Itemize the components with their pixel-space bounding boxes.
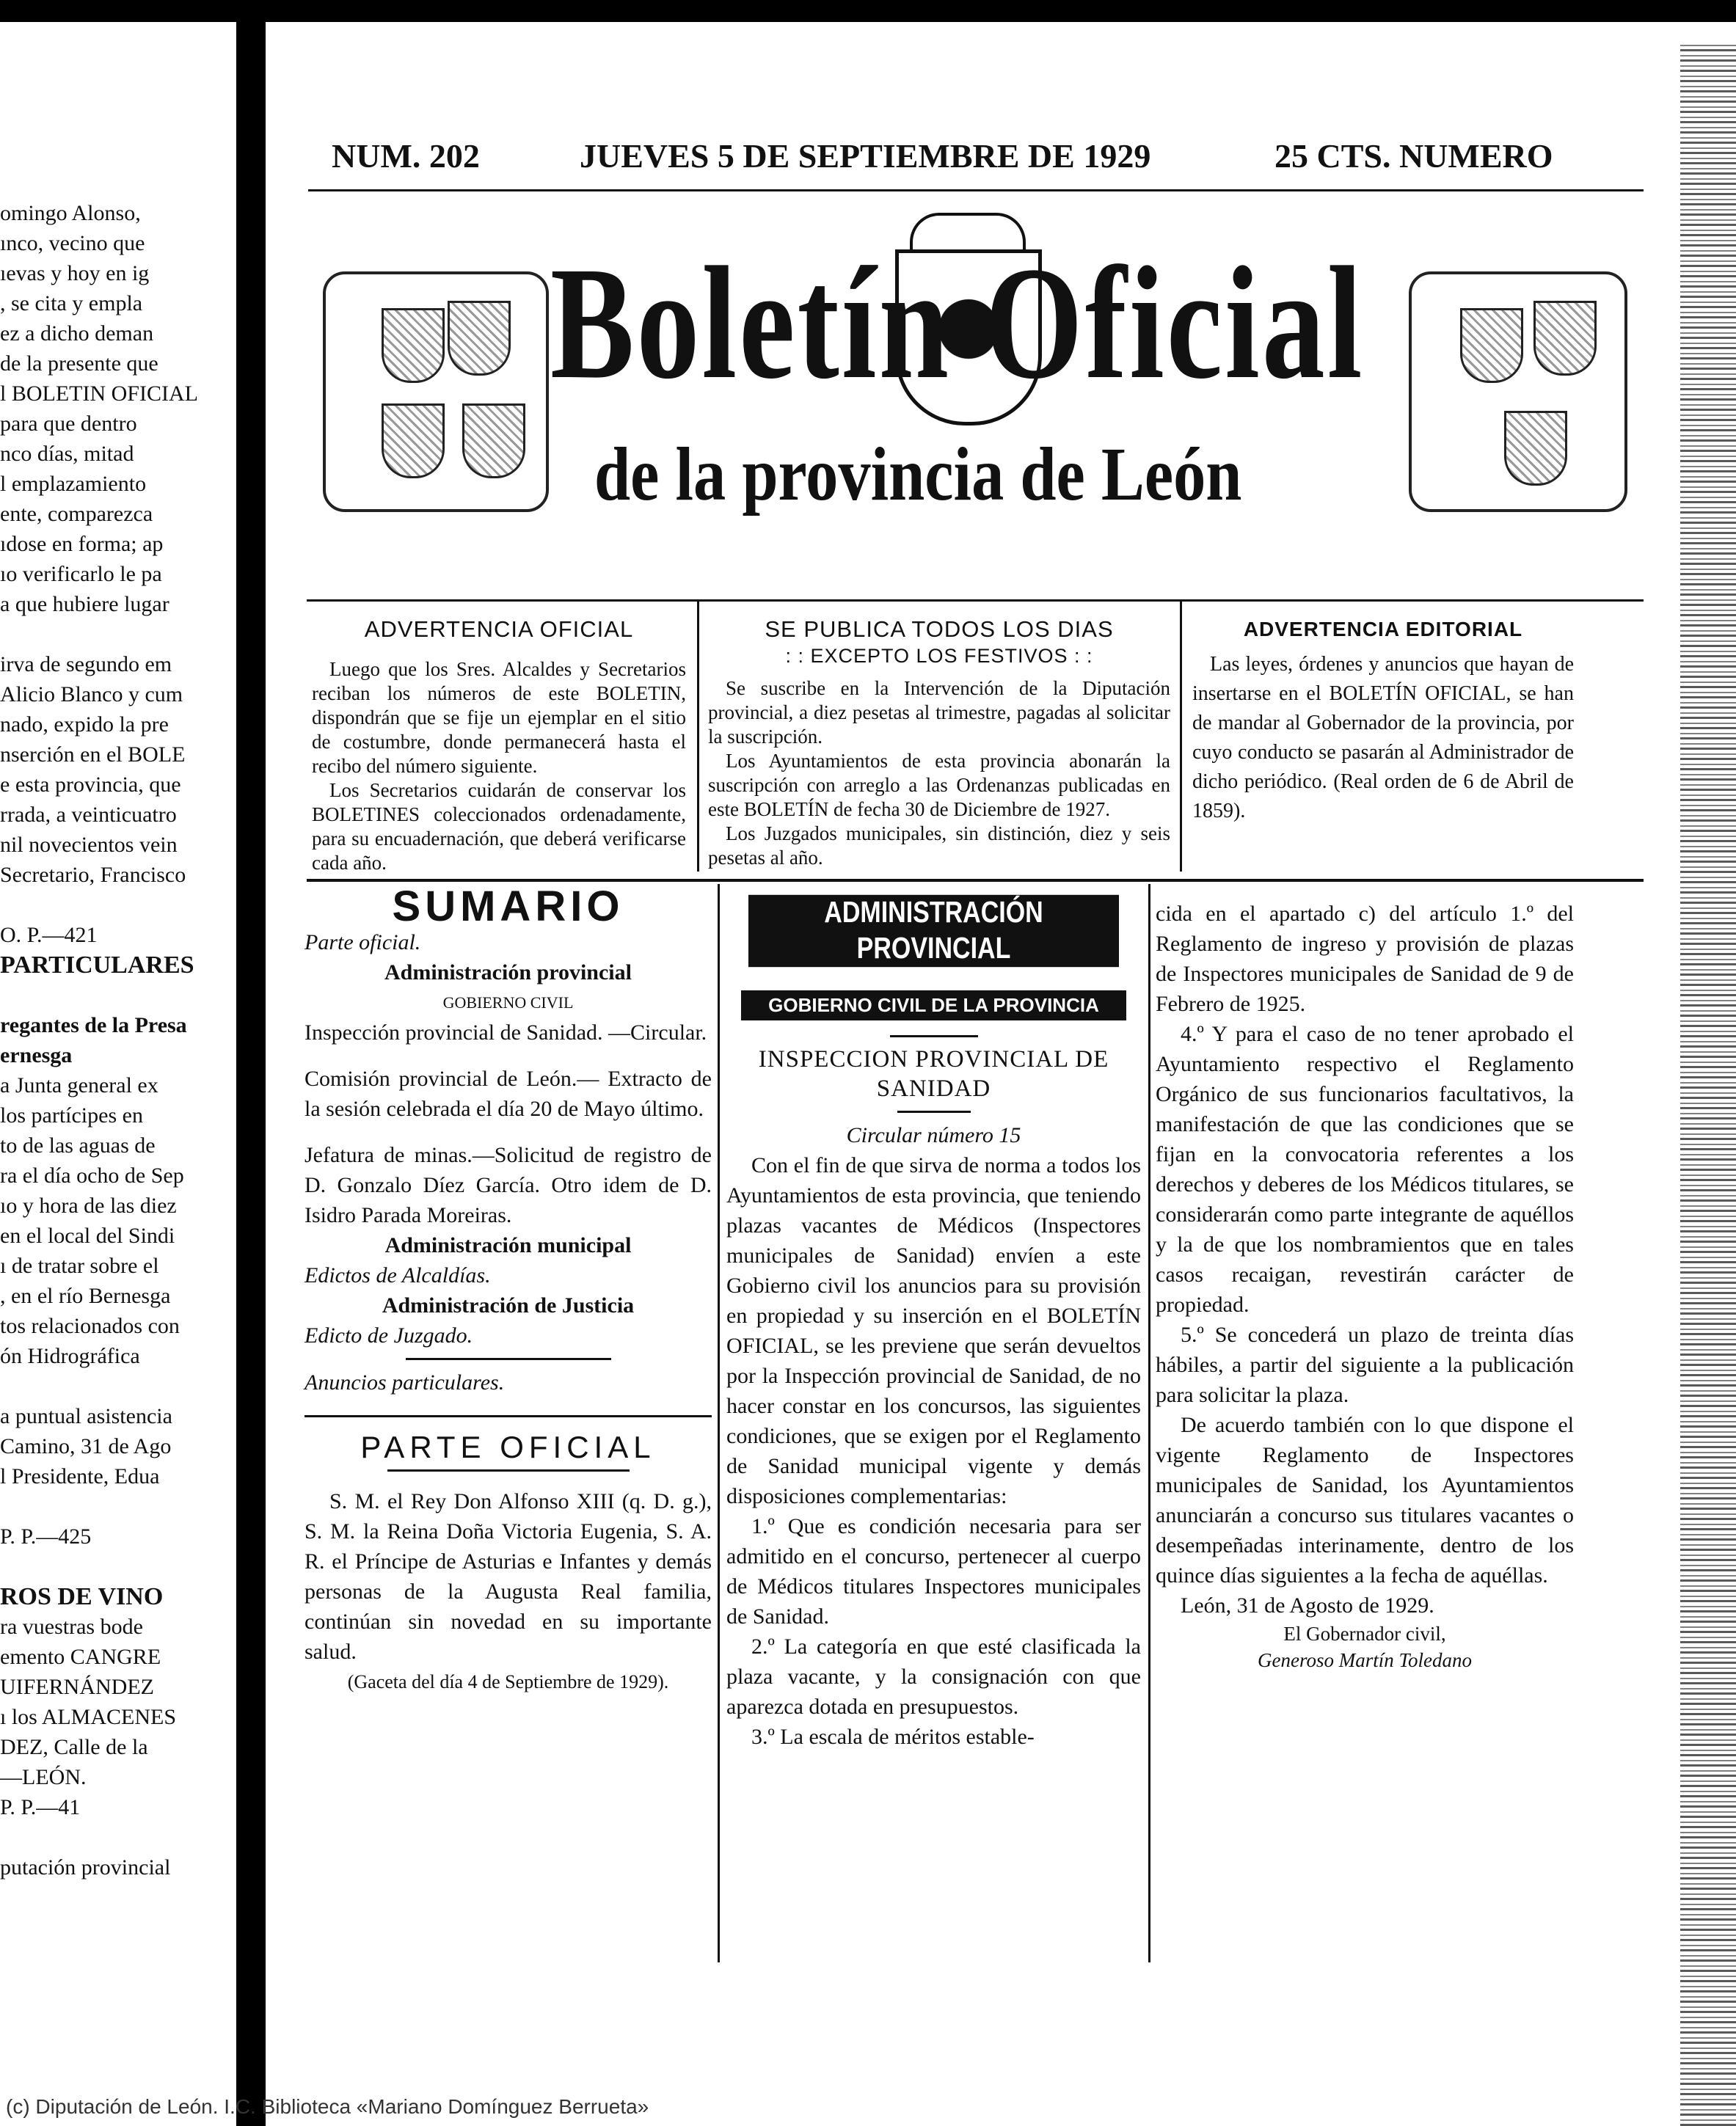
place-date: León, 31 de Agosto de 1929. [1181, 1593, 1434, 1618]
strip-line [0, 1491, 242, 1522]
strip-line: ente, comparezca [0, 502, 153, 526]
short-rule [406, 1358, 611, 1360]
advertencia-oficial-box [312, 616, 686, 875]
box-paragraph: Luego que los Sres. Alcaldes y Secretarios reciban los números de este BOLETIN, dispondrán que se fije un ejemplar en el sitio de costumbre, donde permanecerá hasta el recibo del número siguiente. [312, 658, 686, 777]
column-divider [1148, 884, 1150, 1962]
sumario-subheading: GOBIERNO CIVIL [442, 993, 574, 1012]
sumario-heading: Administración municipal [384, 1233, 632, 1257]
strip-line: los partícipes en [0, 1103, 143, 1128]
strip-line: e esta provincia, que [0, 772, 181, 797]
issue-date: JUEVES 5 DE SEPTIEMBRE DE 1929 [580, 137, 1151, 175]
strip-line: de la presente que [0, 351, 158, 376]
right-column [1156, 899, 1574, 1673]
short-rule [890, 1035, 978, 1037]
sumario-item: Edictos de Alcaldías. [304, 1263, 491, 1287]
strip-line: nado, expido la pre [0, 712, 169, 737]
strip-line [0, 890, 242, 920]
sumario-heading: Administración provincial [384, 960, 632, 985]
strip-line: regantes de la Presa [0, 1013, 187, 1037]
strip-line: ernesga [0, 1043, 73, 1067]
strip-line: UIFERNÁNDEZ [0, 1675, 154, 1699]
strip-line: ez a dicho deman [0, 321, 154, 346]
box-heading: ADVERTENCIA EDITORIAL [1243, 618, 1523, 640]
box-paragraph: Se suscribe en la Intervención de la Diputación provincial, a diez pesetas al trimestre, pagadas al solicitar la suscripción. [708, 677, 1170, 748]
coat-of-arms-icon [382, 308, 445, 383]
strip-line [0, 1822, 242, 1852]
inspeccion-heading: INSPECCION PROVINCIAL DE SANIDAD [758, 1046, 1109, 1102]
column-divider [718, 884, 720, 1962]
strip-line: emento CANGRE [0, 1645, 161, 1669]
strip-line: Secretario, Francisco [0, 863, 186, 887]
strip-line: ón Hidrográfica [0, 1344, 140, 1368]
sumario-heading: Administración de Justicia [382, 1293, 635, 1318]
admin-provincial-banner: ADMINISTRACIÓN PROVINCIAL [748, 895, 1119, 967]
short-rule [897, 1111, 971, 1113]
parte-oficial-text: S. M. el Rey Don Alfonso XIII (q. D. g.), S. M. la Reina Doña Victoria Eugenia, S. A. R. el Príncipe de Asturias e Infantes y demás personas de la Augusta Real familia, continúan sin novedad en su importante salud. [304, 1489, 712, 1664]
body-paragraph: De acuerdo también con lo que dispone el vigente Reglamento de Inspectores municipales de Sanidad, los Ayuntamientos anunciarán a concurso sus titulares vacantes o desempeñadas interinamente, dentro de los quince días siguientes a la fecha de aquéllas. [1156, 1413, 1574, 1588]
sumario-item: Inspección provincial de Sanidad. —Circular. [304, 1020, 707, 1045]
strip-line: to de las aguas de [0, 1133, 156, 1158]
body-paragraph: Con el fin de que sirva de norma a todos los Ayuntamientos de esta provincia, que teniendo plazas vacantes de Médicos (Inspectores municipales de Sanidad) envíen a este Gobierno civil los anuncios para su provisión en propiedad y su inserción en el BOLETÍN OFICIAL, se les previene que serán devueltos por la Inspección provincial de Sanidad, de no hacer constar en los concursos, las siguientes condiciones, que se exigen por el Reglamento de Sanidad municipal vigente y demás disposiciones complementarias: [726, 1153, 1141, 1508]
body-paragraph: 4.º Y para el caso de no tener aprobado el Ayuntamiento respectivo el Reglamento Orgánico de sus funcionarios facultativos, la manifestación de que las condiciones que se fijan en la convocatoria referentes a los derechos y deberes de los Médicos titulares, se considerarán como parte integrante de aquéllos y la de que los nombramientos que en tales casos recaigan, revestirán carácter de propiedad. [1156, 1022, 1574, 1317]
strip-line: en el local del Sindi [0, 1224, 175, 1248]
masthead-rule [308, 189, 1644, 191]
strip-line: DEZ, Calle de la [0, 1735, 148, 1759]
strip-line: a puntual asistencia [0, 1404, 172, 1428]
parte-oficial-title: PARTE OFICIAL [360, 1430, 656, 1464]
sumario-title: SUMARIO [392, 883, 624, 930]
strip-line: a Junta general ex [0, 1073, 158, 1097]
section-rule [307, 879, 1644, 882]
strip-line: ıevas y hoy en ig [0, 261, 150, 285]
sumario-item: Anuncios particulares. [304, 1370, 505, 1395]
strip-line: tos relacionados con [0, 1314, 180, 1338]
box-subheading: : : EXCEPTO LOS FESTIVOS : : [785, 645, 1093, 667]
coat-of-arms-icon [462, 403, 525, 478]
strip-line: nco días, mitad [0, 442, 134, 466]
box-paragraph: Las leyes, órdenes y anuncios que hayan de insertarse en el BOLETÍN OFICIAL, se han de mandar al Gobernador de la provincia, por cuyo conducto se pasarán al Administrador de dicho periódico. (Real orden de 6 de Abril de 1859). [1192, 653, 1574, 822]
strip-line: para que dentro [0, 412, 137, 436]
short-rule [387, 1469, 630, 1472]
strip-line: ROS DE VINO [0, 1583, 164, 1610]
signer-name: Generoso Martín Toledano [1257, 1649, 1472, 1671]
newspaper-subtitle: de la provincia de León [594, 432, 1242, 516]
gobierno-civil-banner: GOBIERNO CIVIL DE LA PROVINCIA [741, 990, 1126, 1020]
strip-line: ra vuestras bode [0, 1615, 143, 1639]
strip-line: irva de segundo em [0, 652, 172, 676]
coat-of-arms-icon [1533, 301, 1597, 376]
box-paragraph: Los Ayuntamientos de esta provincia abonarán la suscripción con arreglo a las Ordenanzas publicadas en este BOLETÍN de fecha 30 de Diciembre de 1927. [708, 750, 1170, 820]
body-paragraph: 5.º Se concederá un plazo de treinta días hábiles, a partir del siguiente a la publicación para solicitar la plaza. [1156, 1323, 1574, 1407]
box-paragraph: Los Secretarios cuidarán de conservar los BOLETINES coleccionados ordenadamente, para su encuadernación, que deberá verificarse cada año. [312, 779, 686, 874]
strip-line: ıdose en forma; ap [0, 532, 164, 556]
strip-line: ı los ALMACENES [0, 1705, 177, 1729]
scan-right-edge [1680, 44, 1736, 2126]
info-box-top-rule [307, 599, 1644, 602]
strip-line: —LEÓN. [0, 1765, 87, 1789]
middle-column [726, 896, 1141, 1752]
strip-line: nil novecientos vein [0, 833, 178, 857]
strip-line: ıo y hora de las diez [0, 1194, 177, 1218]
strip-line: omingo Alonso, [0, 201, 141, 225]
sumario-column [304, 883, 712, 1697]
section-rule [304, 1415, 712, 1417]
body-paragraph: cida en el apartado c) del artículo 1.º del Reglamento de ingreso y provisión de plazas de Inspectores municipales de Sanidad de 9 de Febrero de 1925. [1156, 902, 1574, 1016]
info-box-divider [697, 600, 699, 872]
sumario-item: Edicto de Juzgado. [304, 1323, 473, 1348]
strip-line: P. P.—425 [0, 1524, 92, 1549]
scan-top-border [0, 0, 1736, 22]
strip-line: ıo verificarlo le pa [0, 562, 162, 586]
previous-page-strip [0, 198, 242, 1882]
strip-line: putación provincial [0, 1855, 171, 1880]
box-paragraph: Los Juzgados municipales, sin distinción, diez y seis pesetas al año. [708, 822, 1170, 869]
strip-line: PARTICULARES [0, 951, 194, 979]
box-heading: ADVERTENCIA OFICIAL [364, 616, 634, 642]
strip-line: Alicio Blanco y cum [0, 682, 183, 706]
strip-line [0, 1552, 242, 1582]
strip-line: , en el río Bernesga [0, 1284, 171, 1308]
advertencia-editorial-box [1192, 616, 1574, 826]
strip-line: l BOLETIN OFICIAL [0, 381, 198, 406]
body-paragraph: 2.º La categoría en que esté clasificada la plaza vacante, y la consignación con que aparezca dotada en presupuestos. [726, 1634, 1141, 1719]
coat-of-arms-icon [1460, 308, 1523, 383]
copyright-footer: (c) Diputación de León. I.C. Biblioteca «Mariano Domínguez Berrueta» [6, 2095, 649, 2118]
strip-line: O. P.—421 [0, 923, 98, 947]
masthead-logo [316, 220, 1629, 558]
body-paragraph: 3.º La escala de méritos estable- [751, 1725, 1035, 1749]
strip-line: P. P.—41 [0, 1795, 81, 1819]
issue-price: 25 CTS. NUMERO [1274, 137, 1553, 175]
box-heading: SE PUBLICA TODOS LOS DIAS [765, 616, 1114, 642]
strip-line: l emplazamiento [0, 472, 147, 496]
body-paragraph: 1.º Que es condición necesaria para ser admitido en el concurso, pertenecer al cuerpo de Médicos titulares Inspectores municipales de Sanidad. [726, 1514, 1141, 1629]
newspaper-title: Boletín Oficial [550, 233, 1365, 412]
strip-line [0, 1371, 242, 1401]
strip-line: , se cita y empla [0, 291, 143, 315]
coat-of-arms-icon [448, 301, 511, 376]
info-box-divider [1180, 600, 1182, 872]
strip-line [0, 619, 242, 649]
coat-of-arms-icon [1504, 411, 1567, 486]
strip-line: a que hubiere lugar [0, 592, 169, 616]
sumario-parte: Parte oficial. [304, 930, 421, 954]
strip-line: ra el día ocho de Sep [0, 1164, 184, 1188]
strip-line: ı de tratar sobre el [0, 1254, 159, 1278]
issue-number: NUM. 202 [332, 137, 480, 175]
strip-line: nserción en el BOLE [0, 742, 186, 767]
parte-oficial-source: (Gaceta del día 4 de Septiembre de 1929). [347, 1671, 669, 1692]
strip-line [0, 980, 242, 1010]
sumario-item: Jefatura de minas.—Solicitud de registro de D. Gonzalo Díez García. Otro idem de D. Isidro Parada Moreiras. [304, 1143, 712, 1227]
strip-line: Camino, 31 de Ago [0, 1434, 172, 1458]
strip-line: rrada, a veinticuatro [0, 803, 177, 827]
signer-role: El Gobernador civil, [1283, 1623, 1446, 1645]
coat-of-arms-icon [382, 403, 445, 478]
strip-line: ınco, vecino que [0, 231, 145, 255]
circular-number: Circular número 15 [846, 1123, 1021, 1147]
strip-line: l Presidente, Edua [0, 1464, 160, 1488]
sumario-item: Comisión provincial de León.— Extracto de la sesión celebrada el día 20 de Mayo último. [304, 1067, 712, 1121]
suscripcion-box [708, 616, 1170, 870]
